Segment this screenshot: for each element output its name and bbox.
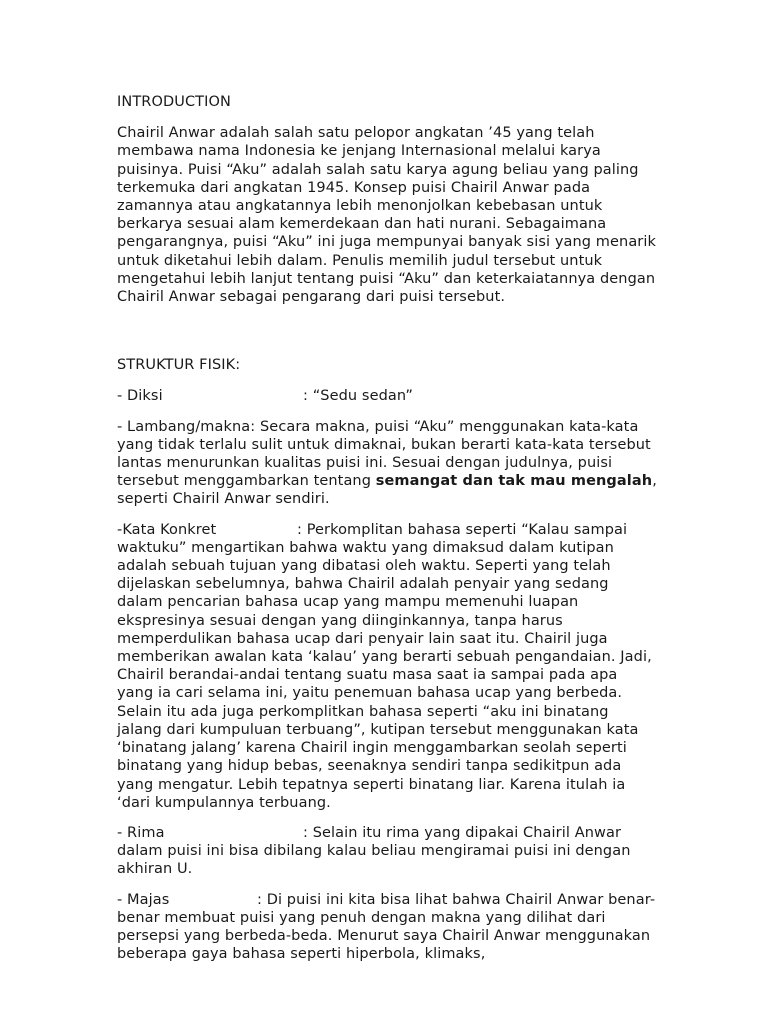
rima-item	[117, 824, 657, 879]
konkret-text: : Perkomplitan bahasa seperti “Kalau sampai waktuku” mengartikan bahwa waktu yang dimaksud dalam kutipan adalah sebuah tujuan yang dibatasi oleh waktu. Seperti yang telah dijelaskan sebelumnya, bahwa Chairil adalah penyair yang sedang dalam pencarian bahasa ucap yang mampu memenuhi luapan ekspresinya sesuai dengan yang diinginkannya, tanpa harus memperdulikan bahasa ucap dari penyair lain saat itu. Chairil juga memberikan awalan kata ‘kalau’ yang berarti sebuah pengandaian. Jadi, Chairil berandai-andai tentang suatu masa saat ia sampai pada apa yang ia cari selama ini, yaitu penemuan bahasa ucap yang berbeda. Selain itu ada juga perkomplitkan bahasa seperti “aku ini binatang jalang dari kumpuluan terbuang”, kutipan tersebut menggunakan kata ‘binatang jalang’ karena Chairil ingin menggambarkan seolah seperti binatang yang hidup bebas, seenaknya sendiri tanpa sedikitpun ada yang mengatur. Lebih tepatnya seperti binatang liar. Karena itulah ia ‘dari kumpulannya terbuang.	[117, 521, 652, 811]
rima-label: - Rima	[117, 824, 165, 841]
lambang-text: : Secara makna, puisi “Aku” menggunakan kata-kata yang tidak terlalu sulit untuk dimaknai, bukan berarti kata-kata tersebut lantas menurunkan kualitas puisi ini. Sesuai dengan judulnya, puisi tersebut menggambarkan tentang	[117, 418, 651, 490]
majas-item	[117, 891, 657, 964]
konkret-item	[117, 521, 657, 812]
rima-text: : Selain itu rima yang dipakai Chairil Anwar dalam puisi ini bisa dibilang kalau beliau mengiramai puisi ini dengan akhiran U.	[117, 824, 631, 878]
konkret-label: -Kata Konkret	[117, 521, 217, 538]
diksi-label: - Diksi	[117, 388, 163, 405]
lambang-text-end: , seperti Chairil Anwar sendiri.	[117, 473, 657, 508]
lambang-bold-text: semangat dan tak mau mengalah	[375, 473, 653, 490]
majas-label: - Majas	[117, 891, 170, 908]
diksi-text: : “Sedu sedan”	[303, 388, 414, 405]
intro-paragraph: Chairil Anwar adalah salah satu pelopor angkatan ’45 yang telah membawa nama Indonesia ke jenjang Internasional melalui karya puisinya. Puisi “Aku” adalah salah satu karya agung beliau yang paling terkemuka dari angkatan 1945. Konsep puisi Chairil Anwar pada zamannya atau angkatannya lebih menonjolkan kebebasan untuk berkarya sesuai alam kemerdekaan dan hati nurani. Sebagaimana pengarangnya, puisi “Aku” ini juga mempunyai banyak sisi yang menarik untuk diketahui lebih dalam. Penulis memilih judul tersebut untuk mengetahui lebih lanjut tentang puisi “Aku” dan keterkaiatannya dengan Chairil Anwar sebagai pengarang dari puisi tersebut.	[117, 125, 656, 306]
majas-text: : Di puisi ini kita bisa lihat bahwa Chairil Anwar benar-benar membuat puisi yang penuh dengan makna yang dilihat dari persepsi yang berbeda-beda. Menurut saya Chairil Anwar menggunakan beberapa gaya bahasa seperti hiperbola, klimaks,	[117, 891, 656, 963]
intro-heading: INTRODUCTION	[117, 94, 231, 110]
lambang-label: - Lambang/makna	[117, 418, 251, 435]
lambang-item	[117, 418, 657, 509]
struktur-heading: STRUKTUR FISIK:	[117, 357, 241, 374]
document-content	[117, 93, 657, 975]
diksi-item	[117, 387, 657, 405]
